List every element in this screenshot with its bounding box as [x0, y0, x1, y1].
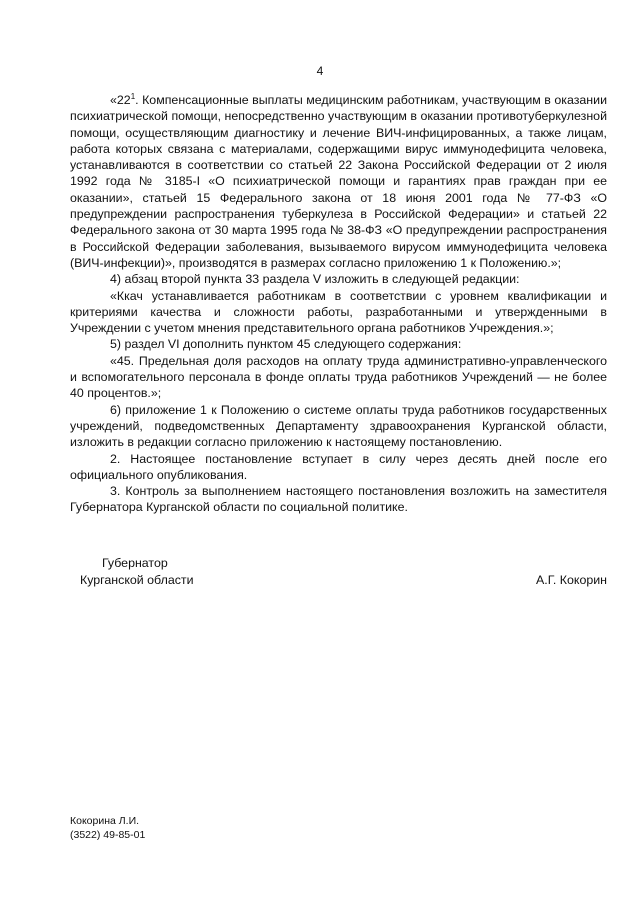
paragraph-point-2: 2. Настоящее постановление вступает в силу через десять дней после его официального опубликования.	[70, 451, 607, 482]
executor-phone: (3522) 49-85-01	[70, 828, 146, 841]
signatory-title	[80, 555, 194, 589]
item-superscript: 1	[130, 91, 136, 101]
paragraph-point-3: 3. Контроль за выполнением настоящего постановления возложить на заместителя Губернатора Курганской области по социальной политике.	[70, 484, 607, 515]
page-number: 4	[316, 64, 324, 78]
paragraph-item-6: 6) приложение 1 к Положению о системе оплаты труда работников государственных учреждений, подведомственных Департаменту здравоохранения Курганской области, изложить в редакции согласно приложению к настоящему постановлению.	[70, 402, 607, 450]
paragraph-compensation-payments	[70, 92, 607, 271]
item-text: . Компенсационные выплаты медицинским работникам, участвующим в оказании психиатрической помощи, непосредственно участвующим в оказании противотуберкулезной помощи, осуществляющим диагностику и лечение ВИЧ-инфицированных, а также лицам, работа которых связана с материалами, содержащими вирус иммунодефицита человека, устанавливаются в соответствии со статьей 22 Закона Российской Федерации от 2 июля 1992 года № 3185-I «О психиатрической помощи и гарантиях прав граждан при ее оказании», статьей 15 Федерального закона от 18 июня 2001 года № 77-ФЗ «О предупреждении распространения туберкулеза в Российской Федерации» и статьей 22 Федерального закона от 30 марта 1995 года № 38-ФЗ «О предупреждении распространения в Российской Федерации заболевания, вызываемого вирусом иммунодефицита человека (ВИЧ-инфекции)», производятся в размерах согласно приложению 1 к Положению.»;	[70, 93, 607, 270]
signatory-title-line2: Курганской области	[80, 573, 194, 587]
paragraph-item-45: «45. Предельная доля расходов на оплату труда административно-управленческого и вспомогательного персонала в фонде оплаты труда работников Учреждений — не более 40 процентов.»;	[70, 353, 607, 401]
paragraph-item-4: 4) абзац второй пункта 33 раздела V изложить в следующей редакции:	[110, 272, 520, 287]
paragraph-item-5: 5) раздел VI дополнить пунктом 45 следующего содержания:	[110, 337, 462, 352]
paragraph-kkach: «Ккач устанавливается работникам в соответствии с уровнем квалификации и критериями качества и сложности работы, разработанными и утвержденными в Учреждении с учетом мнения представительного органа работников Учреждения.»;	[70, 288, 607, 336]
executor-info	[70, 815, 145, 842]
body-text	[70, 92, 607, 516]
signatory-name: А.Г. Кокорин	[535, 573, 607, 587]
executor-name: Кокорина Л.И.	[70, 815, 140, 827]
item-number: «22	[110, 93, 131, 107]
signatory-title-line1: Губернатор	[102, 556, 168, 570]
